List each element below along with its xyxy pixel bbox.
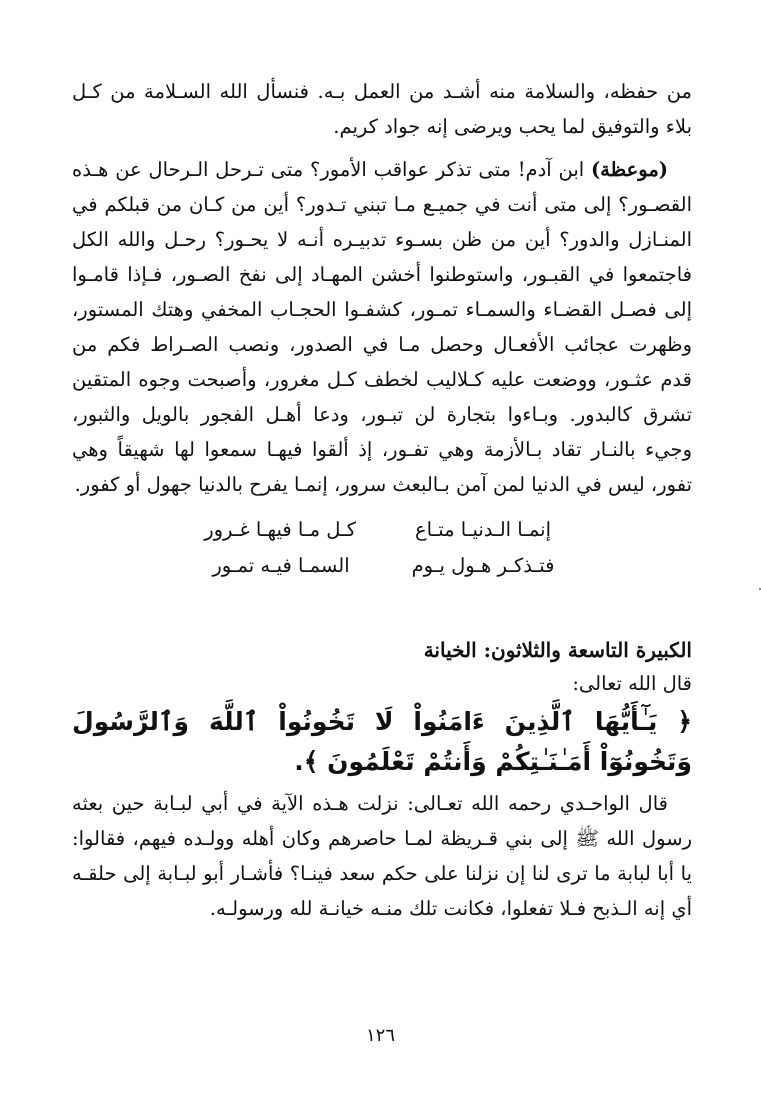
- poem-hemistich-first: فتـذكـر هـول يـوم: [411, 554, 555, 577]
- paragraph-final: قال الواحـدي رحمه الله تعـالى: نزلت هـذه الآية في أبي لبـابة حين بعثه رسول الله ﷺ إلى بني قـريظة لمـا حاصرهم وكان أهله وولـده فيهم، فقالوا: يا أبا لبابة ما ترى لنا إن نزلنا على حكم سعد فينـا؟ فأشـار أبو لبـابة إلى حلقـه أي إنه الـذبح فـلا تفعلوا، فكانت تلك منـه خيانـة لله ورسولـه.: [72, 792, 692, 920]
- paragraph-opening: من حفظه، والسلامة منه أشـد من العمل بـه. فنسأل الله السـلامة من كـل بلاء والتوفيق لما يحب ويرضى إنه جواد كريم.: [72, 80, 692, 138]
- verse-end-mark: .: [294, 747, 304, 776]
- verse-open-bracket: ﴿: [677, 707, 692, 736]
- mawizah-text: ابن آدم! متى تذكر عواقب الأمور؟ متى تـرحل الـرحال عن هـذه القصـور؟ إلى متى أنت في جميـع مـا تبني تـدور؟ أين من كـان من قبلكم في المنـازل والدور؟ أين من ظن بسـوء تدبيـره أنـه لا يحـور؟ رحـل والله الكل فاجتمعوا في القبـور، واستوطنوا أخشن المهـاد إلى نفخ الصـور، فـإذا قامـوا إلى فصـل القضـاء والسمـاء تمـور، كشفـوا الحجـاب المخفي وهتك المستور، وظهرت عجائب الأفعـال وحصل مـا في الصدور، ونصب الصـراط فكم من قدم عثـور، ووضعت عليه كـلاليب لخطف كـل مغرور، وأصبحت وجوه المتقين تشرق كالبدور. وبـاءوا بتجارة لن تبـور، ودعا أهـل الفجور بالويل والثبور، وجيء بالنـار تقاد بـالأزمة وهي تفـور، إذ ألقوا فيهـا سمعوا لها شهيقاً وهي تفور، ليس في الدنيا لمن آمن بـالبعث سرور، إنمـا يفرح بالدنيا جهول أو كفور.: [72, 158, 692, 496]
- page-number: ١٢٦: [365, 1025, 395, 1046]
- section-heading: الكبيرة التاسعة والثلاثون: الخيانة: [423, 638, 692, 662]
- mawizah-label: (موعظة): [590, 158, 668, 181]
- poem-hemistich-first: إنمـا الـدنيـا متـاع: [414, 518, 552, 541]
- quran-verse: [72, 702, 692, 782]
- quote-intro: قال الله تعالى:: [572, 672, 692, 695]
- poem-verse-2: [72, 548, 692, 584]
- poem-hemistich-second: كـل مـا فيهـا غـرور: [204, 518, 356, 541]
- poem-verse-1: [72, 512, 692, 548]
- poem: [72, 512, 692, 584]
- poem-hemistich-second: السمـا فيـه تمـور: [212, 554, 350, 577]
- verse-close-bracket: ﴾: [303, 747, 319, 776]
- verse-text: يَـٰٓأَيُّهَا ٱلَّذِينَ ءَامَنُواْ لَا تَخُونُواْ ٱللَّهَ وَٱلرَّسُولَ وَتَخُونُوٓاْ أَمَـٰنَـٰتِكُمْ وَأَنتُمْ تَعْلَمُونَ: [72, 707, 692, 776]
- paragraph-mawizah: [72, 152, 692, 502]
- page-body: [72, 74, 692, 926]
